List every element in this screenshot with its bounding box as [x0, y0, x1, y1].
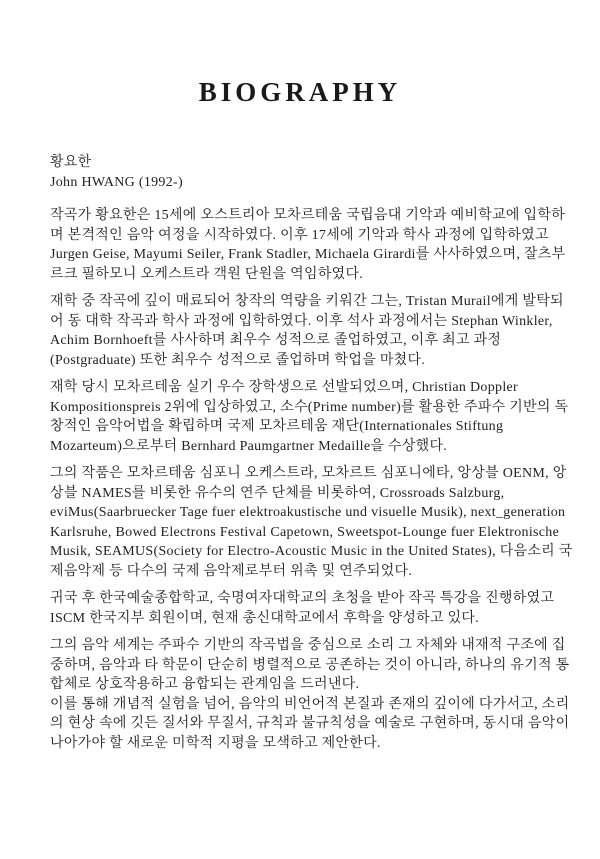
paragraph-music-world: 그의 음악 세계는 주파수 기반의 작곡법을 중심으로 소리 그 자체와 내재적 구조에 집중하며, 음악과 타 학문이 단순히 병렬적으로 공존하는 것이 아니라, 하나의 유기적 통합체로 상호작용하고 융합되는 관계임을 드러낸다. [50, 638, 570, 692]
page-title: BIOGRAPHY [198, 77, 402, 108]
author-name-korean: 황요한 [50, 155, 92, 170]
paragraph-education-early: 작곡가 황요한은 15세에 오스트리아 모차르테움 국립음대 기악과 예비학교에 입학하며 본격적인 음악 여정을 시작하였다. 이후 17세에 기악과 학사 과정에 입학하였고 Jurgen Geise, Mayumi Seiler, Frank Stadler, Michaela Girardi를 사사하였으며, 잘츠부르크 필하모니 오케스트라 객원 단원을 역임하였다. [50, 208, 566, 282]
author-name-english: John HWANG (1992-) [50, 174, 183, 190]
paragraph-awards: 재학 당시 모차르테움 실기 우수 장학생으로 선발되었으며, Christian Doppler Kompositionspreis 2위에 입상하였고, 소수(Prime number)를 활용한 주파수 기반의 독창적인 음악어법을 확립하며 국제 모차르테움 재단(Internationales Stiftung Mozarteum)으로부터 Bernhard Paumgartner Medaille을 수상했다. [50, 380, 569, 454]
paragraph-composition-studies: 재학 중 작곡에 깊이 매료되어 창작의 역량을 키워간 그는, Tristan Murail에게 발탁되어 동 대학 작곡과 학사 과정에 입학하였다. 이후 석사 과정에서는 Stephan Winkler, Achim Bornhoeft를 사사하며 최우수 성적으로 졸업하였고, 이후 최고 과정 (Postgraduate) 또한 최우수 성적으로 졸업하며 학업을 마쳤다. [50, 294, 564, 368]
document-body [50, 153, 574, 761]
paragraph-works-festivals: 그의 작품은 모차르테움 심포니 오케스트라, 모차르트 심포니에타, 앙상블 OENM, 앙상블 NAMES를 비롯한 유수의 연주 단체를 비롯하여, Crossroads Salzburg, eviMus(Saarbruecker Tage fuer elektroakustische und visuelle Musik), next_generation Karlsruhe, Bowed Electrons Festival Capetown, Sweetspot-Lounge fuer Elektronische Musik, SEAMUS(Society for Electro-Acoustic Music in the United States), 다음소리 국제음악제 등 다수의 국제 음악제로부터 위촉 및 연주되었다. [50, 466, 573, 579]
paragraph-aesthetic-vision: 이를 통해 개념적 실험을 넘어, 음악의 비언어적 본질과 존재의 깊이에 다가서고, 소리의 현상 속에 깃든 질서와 무질서, 규칙과 불규칙성을 예술로 구현하며, 동시대 음악이 나아가야 할 새로운 미학적 지평을 모색하고 제안한다. [50, 696, 570, 751]
paragraph-korea-activities: 귀국 후 한국예술종합학교, 숙명여자대학교의 초청을 받아 작곡 특강을 진행하였고 ISCM 한국지부 회원이며, 현재 총신대학교에서 후학을 양성하고 있다. [50, 591, 555, 626]
author-name-block [50, 153, 574, 192]
